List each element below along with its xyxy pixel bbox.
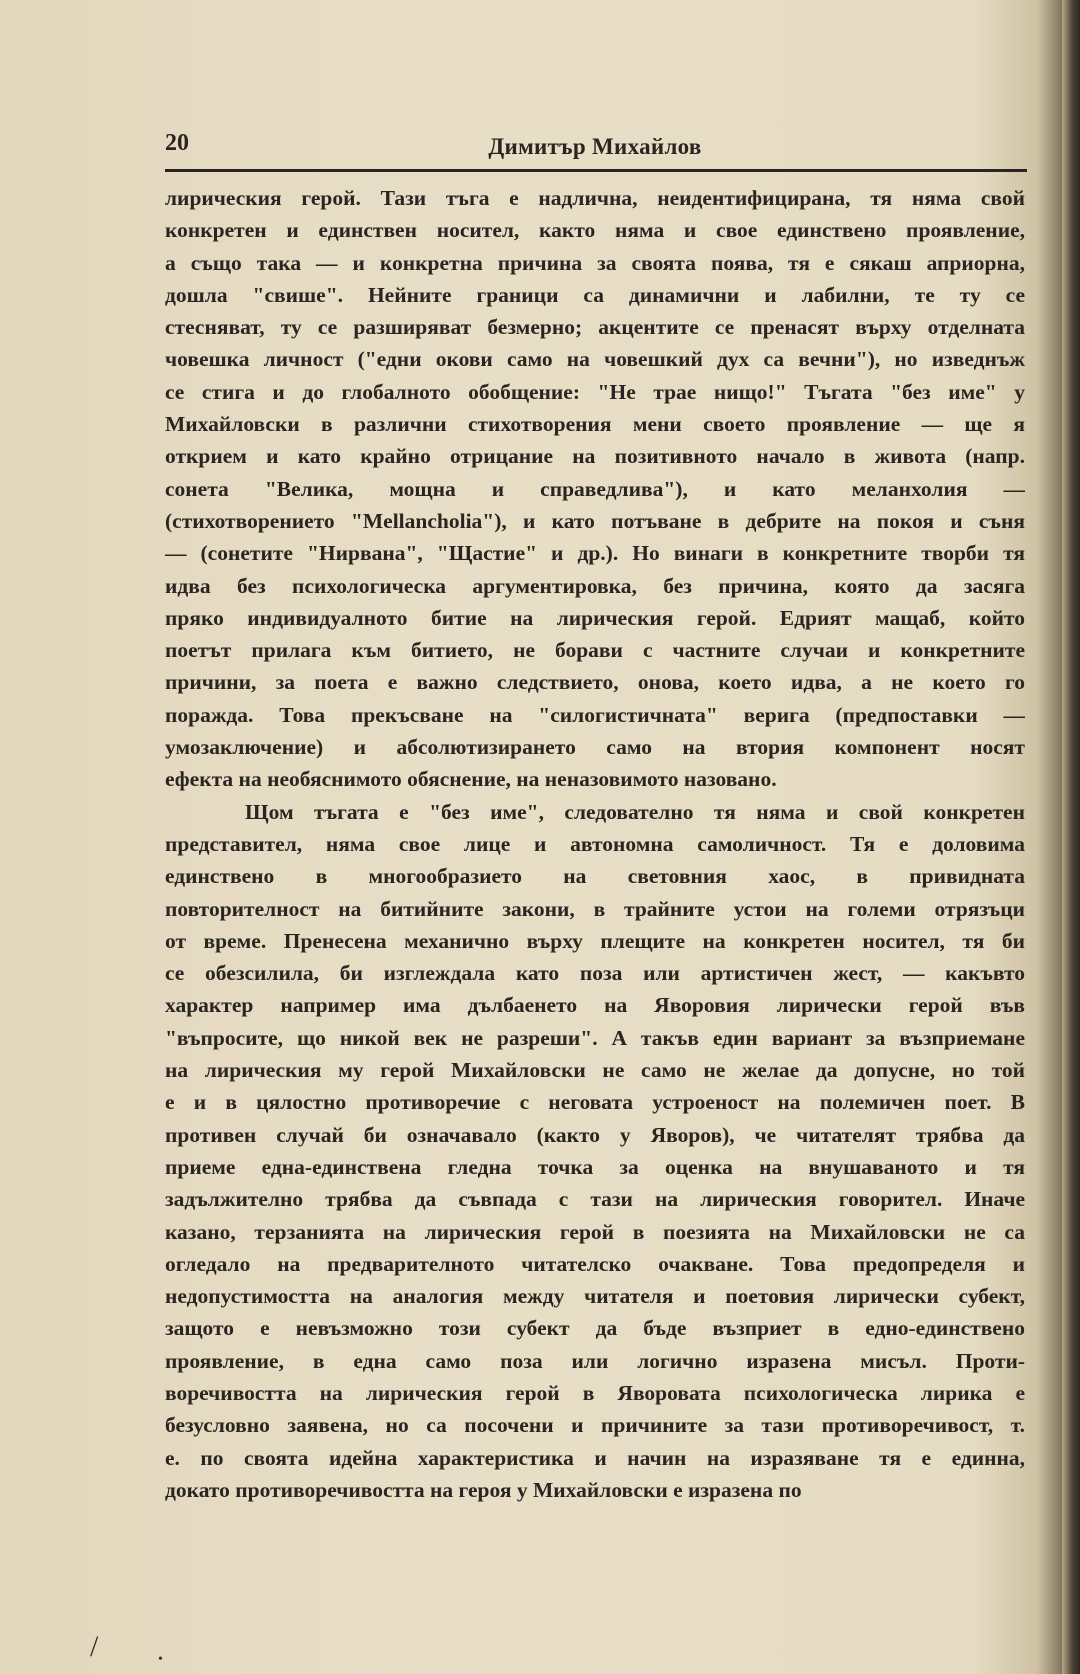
text-line: повторителност на битийните закони, в трайните устои на големи отрязъци bbox=[165, 896, 1025, 921]
text-line: противен случай би означавало (както у Яворов), че читателят трябва да bbox=[165, 1122, 1025, 1147]
margin-mark-dot: • bbox=[158, 1652, 163, 1667]
body-text bbox=[165, 182, 1025, 1506]
text-line: проявление, в една само поза или логично изразена мисъл. Проти- bbox=[165, 1348, 1025, 1373]
text-line: воречивостта на лирическия герой в Яворовата психологическа лирика е bbox=[165, 1380, 1025, 1405]
text-line: а също така — и конкретна причина за своята поява, тя е сякаш априорна, bbox=[165, 250, 1025, 275]
text-line: огледало на предварителното читателско очакване. Това предопределя и bbox=[165, 1251, 1025, 1276]
text-line: задължително трябва да съвпада с тази на лирическия говорител. Иначе bbox=[165, 1187, 1025, 1212]
text-line: ефекта на необяснимото обяснение, на неназовимото назовано. bbox=[165, 767, 777, 792]
text-line: причини, за поета е важно следствието, онова, което идва, а не което го bbox=[165, 670, 1025, 695]
text-line: сонета "Велика, мощна и справедлива"), и като меланхолия — bbox=[165, 476, 1025, 501]
text-line: Михайловски в различни стихотворения мени своето проявление — ще я bbox=[165, 412, 1025, 437]
margin-mark-slash: / bbox=[90, 1630, 99, 1663]
text-line: дошла "свише". Нейните граници са динамични и лабилни, те ту се bbox=[165, 282, 1025, 307]
text-line: Щом тъгата е "без име", следователно тя няма и свой конкретен bbox=[245, 799, 1025, 824]
running-title: Димитър Михайлов bbox=[488, 134, 702, 159]
text-line: характер например има дълбаенето на Яворовия лирически герой във bbox=[165, 993, 1025, 1018]
text-line: от време. Пренесена механично върху плещите на конкретен носител, тя би bbox=[165, 928, 1025, 953]
text-line: (стихотворението "Mellancholia"), и като потъване в дебрите на покоя и съня bbox=[165, 508, 1025, 533]
page-header bbox=[165, 130, 1025, 170]
text-line: лирическия герой. Тази тъга е надлична, неидентифицирана, тя няма свой bbox=[165, 186, 1025, 210]
text-line: поражда. Това прекъсване на "силогистичната" верига (предпоставки — bbox=[165, 702, 1025, 727]
text-line: човешка личност ("едни окови само на човешкий дух са вечни"), но изведнъж bbox=[165, 347, 1025, 372]
text-line: се стига и до глобалното обобщение: "Не трае нищо!" Тъгата "без име" у bbox=[165, 379, 1025, 404]
text-line: конкретен и единствен носител, както няма и свое единствено проявление, bbox=[165, 218, 1025, 243]
text-line: единствено в многообразието на световния хаос, в привидната bbox=[165, 864, 1025, 889]
text-line: недопустимостта на аналогия между читателя и поетовия лирически субект, bbox=[165, 1284, 1025, 1309]
text-line: докато противоречивостта на героя у Михайловски е изразена по bbox=[165, 1477, 802, 1502]
text-line: пряко индивидуалното битие на лирическия герой. Едрият мащаб, който bbox=[165, 605, 1025, 630]
text-line: умозаключение) и абсолютизирането само на втория компонент носят bbox=[165, 735, 1025, 760]
paragraph bbox=[165, 796, 1025, 1507]
text-line: се обезсилила, би изглеждала като поза или артистичен жест, — какъвто bbox=[165, 961, 1025, 986]
text-line: безусловно заявена, но са посочени и причините за тази противоречивост, т. bbox=[165, 1413, 1025, 1438]
header-rule bbox=[165, 169, 1027, 172]
book-spine-edge bbox=[1062, 0, 1080, 1674]
text-line: — (сонетите "Нирвана", "Щастие" и др.). Но винаги в конкретните творби тя bbox=[165, 541, 1025, 566]
text-line: "въпросите, що никой век не разреши". А такъв един вариант за възприемане bbox=[165, 1025, 1025, 1050]
text-line: приеме една-единствена гледна точка за оценка на внушаваното и тя bbox=[165, 1154, 1025, 1179]
text-line: е. по своята идейна характеристика и начин на изразяване тя е единна, bbox=[165, 1445, 1025, 1470]
text-line: представител, няма свое лице и автономна самоличност. Тя е доловима bbox=[165, 831, 1025, 856]
text-line: е и в цялостно противоречие с неговата устроеност на полемичен поет. В bbox=[165, 1090, 1025, 1115]
text-line: поетът прилага към битието, не борави с частните случаи и конкретните bbox=[165, 638, 1025, 663]
text-line: на лирическия му герой Михайловски не само не желае да допусне, но той bbox=[165, 1058, 1025, 1083]
text-line: идва без психологическа аргументировка, без причина, която да засяга bbox=[165, 573, 1025, 598]
page-number: 20 bbox=[165, 130, 189, 156]
text-line: казано, терзанията на лирическия герой в поезията на Михайловски не са bbox=[165, 1219, 1025, 1244]
text-line: открием и като крайно отрицание на позитивното начало в живота (напр. bbox=[165, 444, 1025, 469]
text-line: защото е невъзможно този субект да бъде възприет в едно-единствено bbox=[165, 1316, 1025, 1341]
text-line: стесняват, ту се разширяват безмерно; акцентите се пренасят върху отделната bbox=[165, 315, 1025, 340]
paragraph bbox=[165, 182, 1025, 796]
